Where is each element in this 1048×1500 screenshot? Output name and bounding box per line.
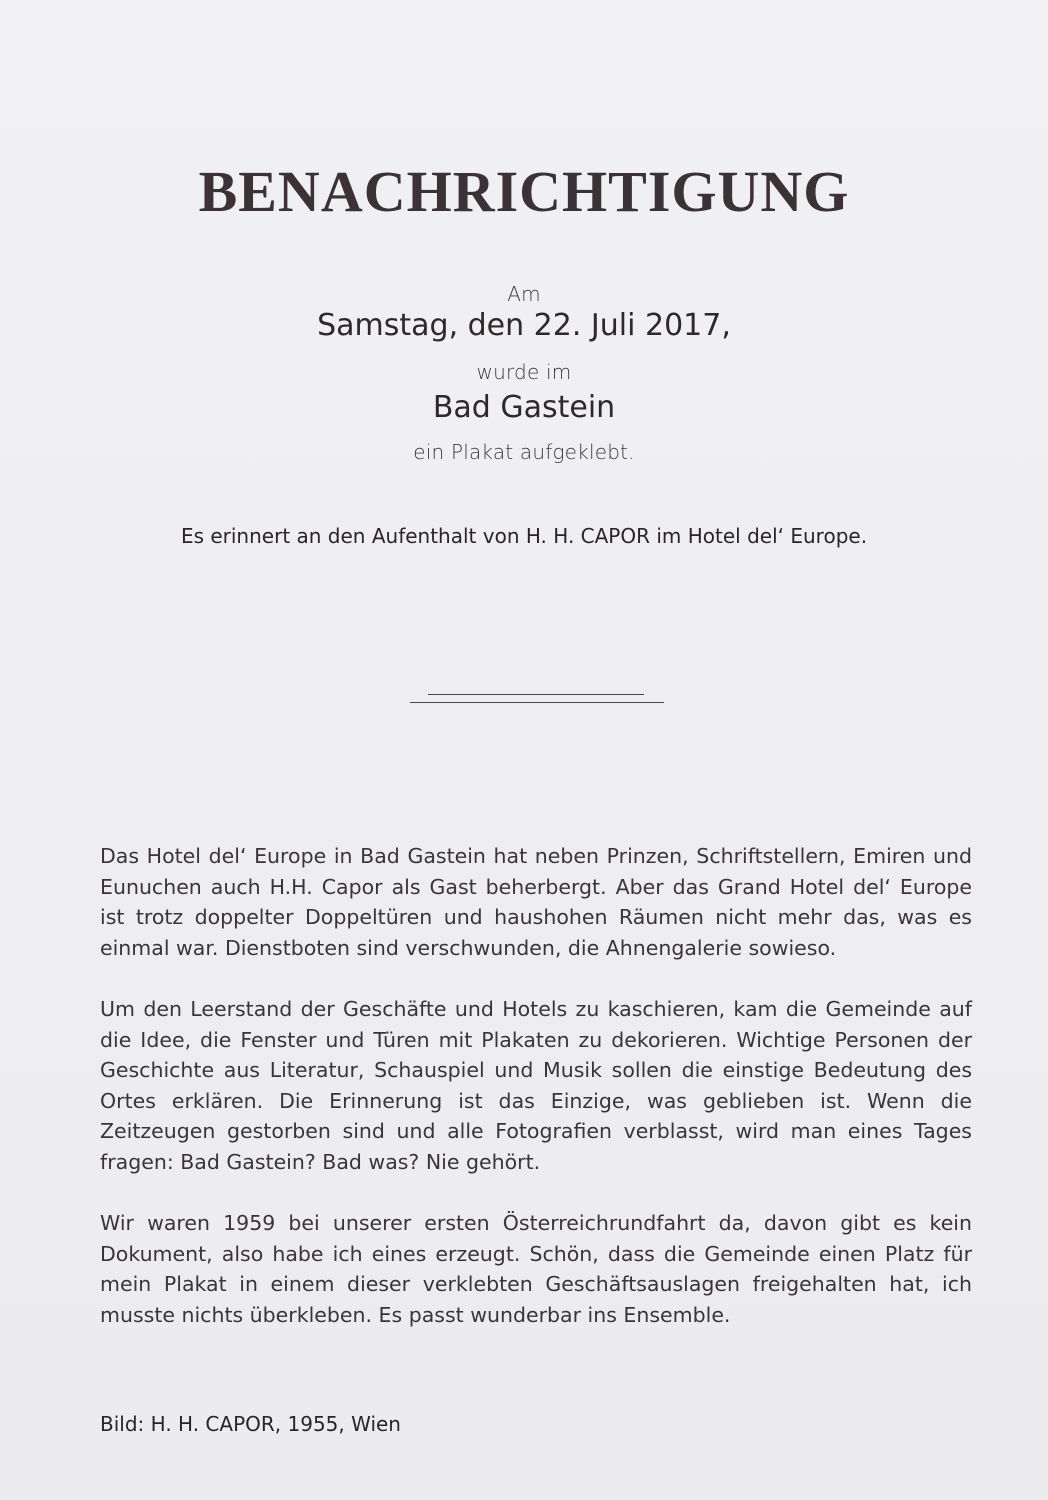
body-paragraph-3: Wir waren 1959 bei unserer ersten Österreichrundfahrt da, davon gibt es kein Dokument, also habe ich eines erzeugt. Schön, dass die Gemeinde einen Platz für mein Plakat in einem dieser verklebten Geschäftsauslagen freigehalten hat, ich musste nichts überkleben. Es passt wunderbar ins Ensemble. — [100, 1211, 972, 1327]
intro-am: Am — [507, 282, 541, 306]
image-credit: Bild: H. H. CAPOR, 1955, Wien — [100, 1412, 401, 1436]
intro-plakat: ein Plakat aufgeklebt. — [413, 440, 635, 464]
remembrance-line: Es erinnert an den Aufenthalt von H. H. CAPOR im Hotel del‘ Europe. — [180, 524, 868, 548]
intro-wurde: wurde im — [476, 360, 572, 384]
event-place: Bad Gastein — [432, 390, 616, 425]
divider-top-line — [428, 694, 644, 695]
body-paragraph-1: Das Hotel del‘ Europe in Bad Gastein hat neben Prinzen, Schriftstellern, Emiren und Eunuchen auch H.H. Capor als Gast beherbergt. Aber das Grand Hotel del‘ Europe ist trotz doppelter Doppeltüren und haushohen Räumen nicht mehr das, was es einmal war. Dienstboten sind verschwunden, die Ahnengalerie sowieso. — [100, 844, 972, 960]
event-date: Samstag, den 22. Juli 2017, — [317, 308, 731, 343]
divider-bottom-line — [410, 702, 664, 703]
notice-title: BENACHRICHTIGUNG — [198, 159, 850, 224]
body-paragraph-2: Um den Leerstand der Geschäfte und Hotels zu kaschieren, kam die Gemeinde auf die Idee, die Fenster und Türen mit Plakaten zu dekorieren. Wichtige Personen der Geschichte aus Literatur, Schauspiel und Musik sollen die einstige Bedeutung des Ortes erklären. Die Erinnerung ist das Einzige, was geblieben ist. Wenn die Zeitzeugen gestorben sind und alle Fotografien verblasst, wird man eines Tages fragen: Bad Gastein? Bad was? Nie gehört. — [100, 997, 972, 1174]
